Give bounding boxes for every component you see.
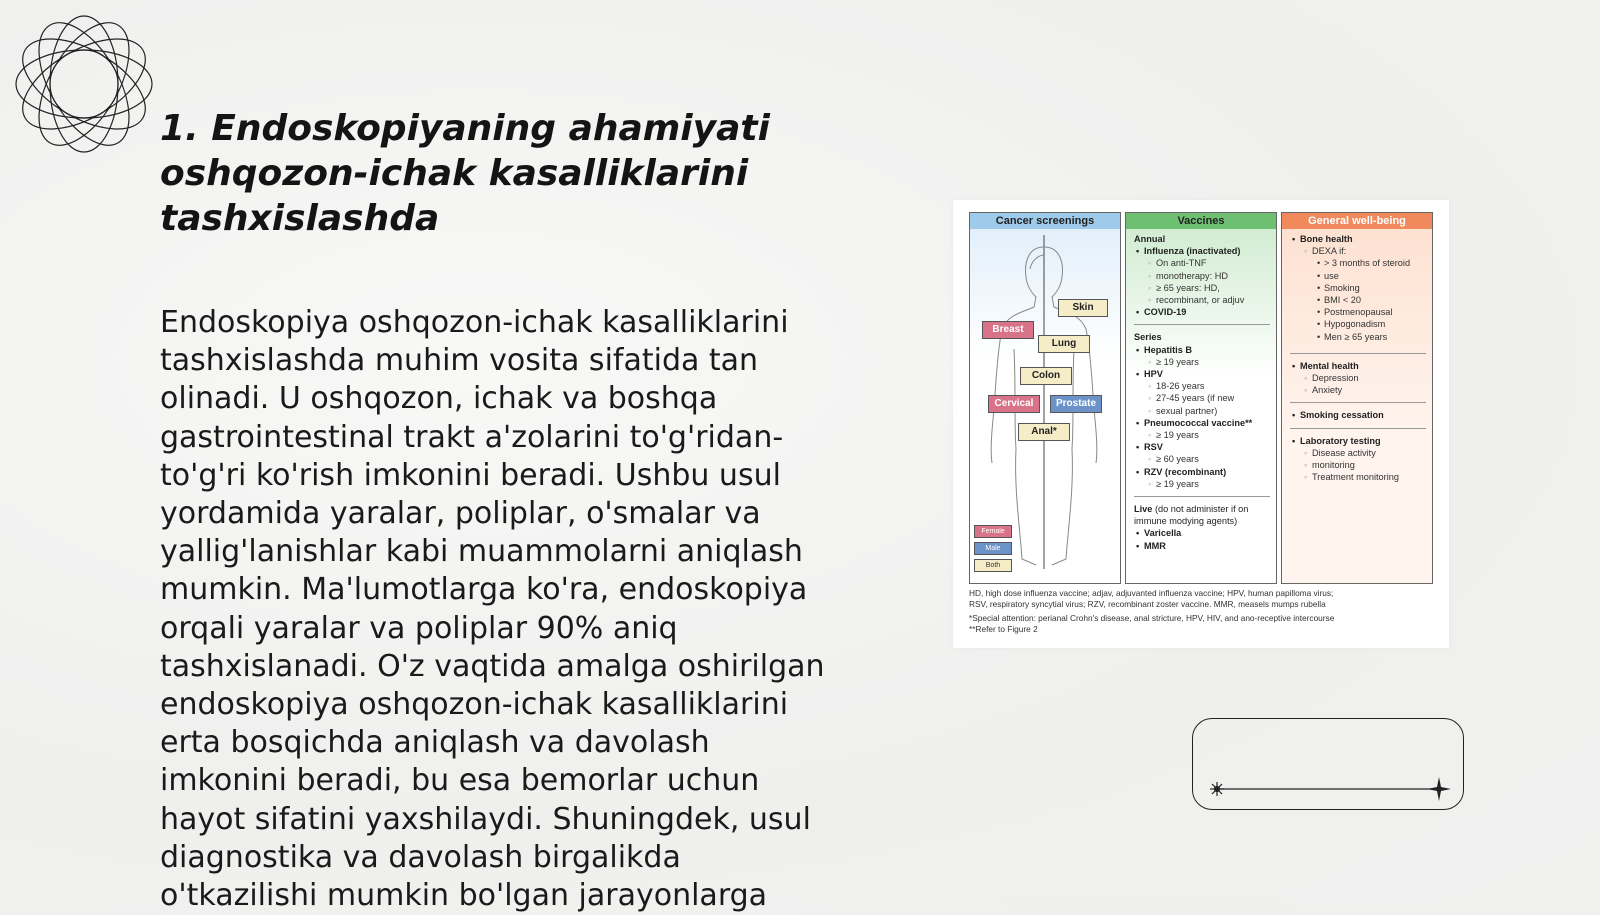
sparkle-line-ornament-icon [1193, 719, 1463, 809]
list-item: ◦ ≥ 19 years [1134, 478, 1270, 490]
slide-body-text: Endoskopiya oshqozon-ichak kasalliklarini tashxislashda muhim vosita sifatida tan olinadi. U oshqozon, ichak va boshqa gastrointestinal trakt a'zolarini to'g'ridan-to'g'ri ko'rish imkonini beradi. Ushbu usul yordamida yaralar, poliplar, o'smalar va yallig'lanishlar kabi muammolarni aniqlash mumkin. Ma'lumotlarga ko'ra, endoskopiya orqali yaralar va poliplar 90% aniq tashxislanadi. O'z vaqtida amalga oshirilgan endoskopiya oshqozon-ichak kasalliklarini erta bosqichda aniqlash va davolash imkonini beradi, bu esa bemorlar uchun hayot sifatini yaxshilaydi. Shuningdek, usul diagnostika va davolash birgalikda o'tkazilishi mumkin bo'lgan jarayonlarga [160, 305, 825, 914]
vaccines-header: Vaccines [1126, 213, 1276, 229]
list-item: • Hepatitis B [1134, 344, 1270, 356]
list-item: ◦ DEXA if: [1290, 245, 1426, 257]
list-item: ◦ Anxiety [1290, 384, 1426, 396]
list-item: ◦ 27-45 years (if new [1134, 392, 1270, 404]
list-item: • Laboratory testing [1290, 435, 1426, 447]
list-item: ◦ Treatment monitoring [1290, 471, 1426, 483]
divider [1290, 402, 1426, 403]
list-item: • HPV [1134, 368, 1270, 380]
list-item: • Pneumococcal vaccine** [1134, 417, 1270, 429]
list-item: ◦ ≥ 19 years [1134, 429, 1270, 441]
caption-line: RSV, respiratory syncytial virus; RZV, recombinant zoster vaccine. MMR, measels mumps rubella [969, 599, 1326, 609]
cancer-screenings-column [969, 212, 1121, 584]
live-group: Live (do not administer if on [1134, 504, 1249, 515]
vaccines-column [1125, 212, 1277, 584]
list-item: ◦ recombinant, or adjuv [1134, 294, 1270, 306]
general-well-being-column [1281, 212, 1433, 584]
legend-male: Male [974, 542, 1012, 555]
list-item: ◦ ≥ 60 years [1134, 453, 1270, 465]
slide-title: 1. Endoskopiyaning ahamiyati oshqozon-ichak kasalliklarini tashxislashda [160, 108, 770, 239]
list-item: • Smoking cessation [1290, 409, 1426, 421]
legend-both: Both [974, 559, 1012, 572]
list-item: ◦ monotherapy: HD [1134, 270, 1270, 282]
list-item: ◦ 18-26 years [1134, 380, 1270, 392]
caption-line: **Refer to Figure 2 [969, 624, 1038, 634]
list-item: ◦ sexual partner) [1134, 405, 1270, 417]
cancer-screenings-header: Cancer screenings [970, 213, 1120, 229]
prostate-tag: Prostate [1050, 395, 1102, 413]
list-item: • Men ≥ 65 years [1290, 331, 1426, 343]
list-item: • use [1290, 270, 1426, 282]
cervical-tag: Cervical [988, 395, 1040, 413]
divider [1290, 428, 1426, 429]
list-item: • RZV (recombinant) [1134, 466, 1270, 478]
list-item: ◦ ≥ 19 years [1134, 356, 1270, 368]
well-being-list [1282, 229, 1432, 483]
list-item: • BMI < 20 [1290, 294, 1426, 306]
divider [1290, 353, 1426, 354]
list-item: • > 3 months of steroid [1290, 257, 1426, 269]
list-item: • Smoking [1290, 282, 1426, 294]
caption-line: *Special attention: perianal Crohn's disease, anal stricture, HPV, HIV, and ano-receptive intercourse [969, 613, 1335, 623]
divider [1134, 324, 1270, 325]
live-note: immune modying agents) [1134, 516, 1238, 527]
list-item: ◦ Depression [1290, 372, 1426, 384]
skin-tag: Skin [1058, 299, 1108, 317]
divider [1134, 496, 1270, 497]
health-maintenance-figure [953, 200, 1449, 648]
list-item: ◦ Disease activity [1290, 447, 1426, 459]
figure-caption [969, 588, 1439, 635]
list-item: • Mental health [1290, 360, 1426, 372]
breast-tag: Breast [982, 321, 1034, 339]
list-item: • Hypogonadism [1290, 318, 1426, 330]
decorative-frame [1192, 718, 1464, 810]
vaccines-list [1126, 229, 1276, 552]
list-item: • COVID-19 [1134, 306, 1270, 318]
list-item: ◦ ≥ 65 years: HD, [1134, 282, 1270, 294]
anal-tag: Anal* [1018, 423, 1070, 441]
general-well-being-header: General well-being [1282, 213, 1432, 229]
lung-tag: Lung [1038, 335, 1090, 353]
list-item: • Varicella [1134, 527, 1270, 539]
list-item: • RSV [1134, 441, 1270, 453]
spirograph-logo-icon [10, 10, 158, 158]
list-item: • Postmenopausal [1290, 306, 1426, 318]
list-item: • Influenza (inactivated) [1134, 245, 1270, 257]
list-item: • Bone health [1290, 233, 1426, 245]
list-item: ◦ monitoring [1290, 459, 1426, 471]
legend-female: Female [974, 525, 1012, 538]
list-item: • MMR [1134, 540, 1270, 552]
caption-line: HD, high dose influenza vaccine; adjav, adjuvanted influenza vaccine; HPV, human papilloma virus; [969, 588, 1334, 598]
annual-group: Annual [1134, 234, 1166, 244]
series-group: Series [1134, 332, 1162, 343]
colon-tag: Colon [1020, 367, 1072, 385]
list-item: ◦ On anti-TNF [1134, 257, 1270, 269]
